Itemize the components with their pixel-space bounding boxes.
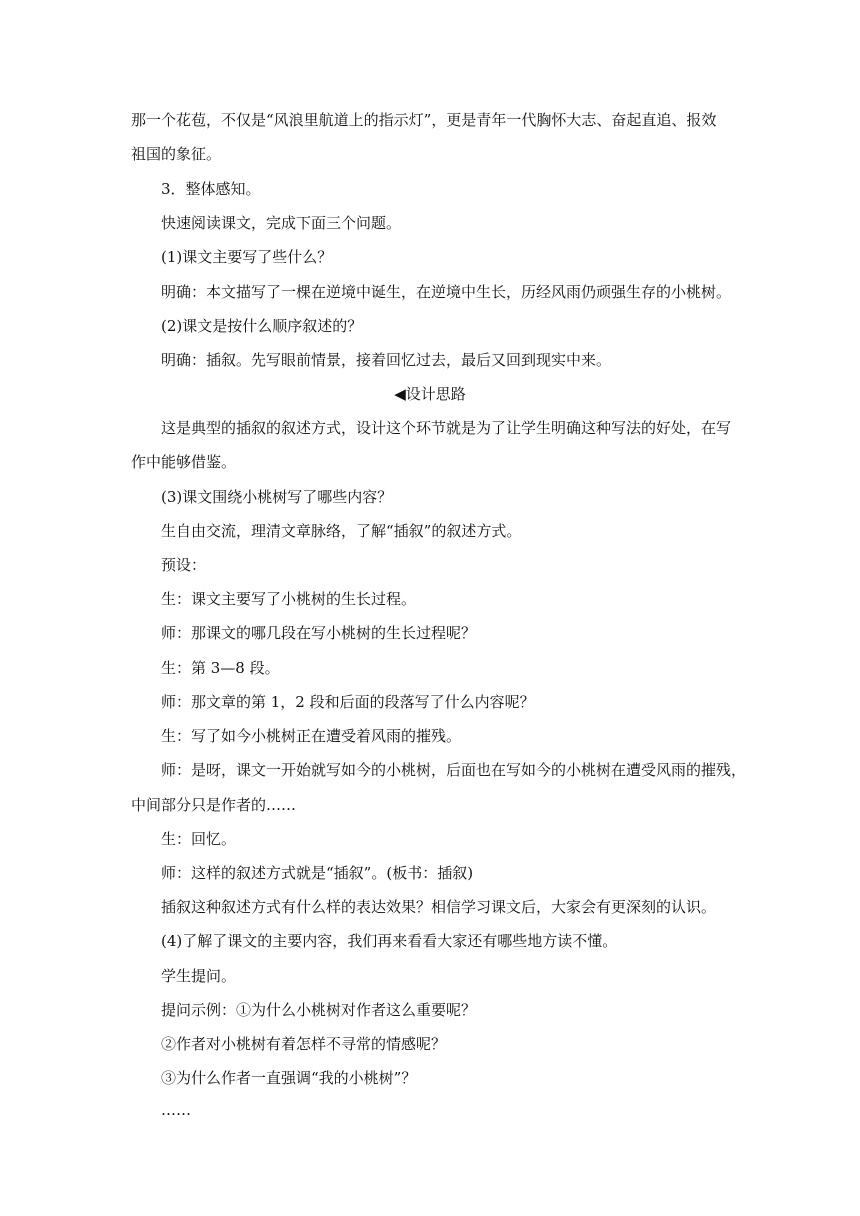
design-idea-heading: ◀设计思路 — [394, 385, 466, 403]
text-line: ②作者对小桃树有着怎样不寻常的情感呢？ — [161, 1035, 447, 1053]
question-4: (4)了解了课文的主要内容，我们再来看看大家还有哪些地方读不懂。 — [161, 932, 618, 950]
text-line: 提问示例：①为什么小桃树对作者这么重要呢？ — [161, 1001, 477, 1019]
dialogue-line: 生：课文主要写了小桃树的生长过程。 — [161, 590, 417, 608]
question-1: (1)课文主要写了些什么？ — [161, 248, 333, 266]
text-line: 祖国的象征。 — [131, 145, 222, 163]
dialogue-line: 生：写了如今小桃树正在遭受着风雨的摧残。 — [161, 727, 462, 745]
section-heading: 3．整体感知。 — [161, 180, 261, 198]
dialogue-line: 中间部分只是作者的…… — [131, 796, 297, 814]
dialogue-line: 生：回忆。 — [161, 830, 237, 848]
dialogue-line: 师：这样的叙述方式就是“插叙”。(板书：插叙) — [161, 864, 474, 882]
answer-1: 明确：本文描写了一棵在逆境中诞生，在逆境中生长，历经风雨仍顽强生存的小桃树。 — [161, 283, 732, 301]
dialogue-line: 生：第 3—8 段。 — [161, 659, 280, 677]
text-line: 快速阅读课文，完成下面三个问题。 — [161, 214, 402, 232]
text-line: 那一个花苞，不仅是“风浪里航道上的指示灯”，更是青年一代胸怀大志、奋起直追、报效 — [131, 111, 717, 129]
answer-2: 明确：插叙。先写眼前情景，接着回忆过去，最后又回到现实中来。 — [161, 351, 612, 369]
dialogue-line: 师：那课文的哪几段在写小桃树的生长过程呢？ — [161, 624, 477, 642]
text-line: 插叙这种叙述方式有什么样的表达效果？相信学习课文后，大家会有更深刻的认识。 — [161, 898, 717, 916]
text-line: 作中能够借鉴。 — [131, 453, 237, 471]
text-line: ③为什么作者一直强调“我的小桃树”？ — [161, 1069, 417, 1087]
dialogue-line: 师：是呀，课文一开始就写如今的小桃树，后面也在写如今的小桃树在遭受风雨的摧残， — [161, 761, 747, 779]
dialogue-line: 师：那文章的第 1，2 段和后面的段落写了什么内容呢？ — [161, 693, 535, 711]
ellipsis: …… — [161, 1101, 191, 1119]
text-line: 预设： — [161, 556, 207, 574]
question-3: (3)课文围绕小桃树写了哪些内容？ — [161, 488, 393, 506]
text-line: 这是典型的插叙的叙述方式，设计这个环节就是为了让学生明确这种写法的好处，在写 — [161, 419, 732, 437]
text-line: 生自由交流，理清文章脉络，了解“插叙”的叙述方式。 — [161, 522, 522, 540]
question-2: (2)课文是按什么顺序叙述的？ — [161, 317, 363, 335]
text-line: 学生提问。 — [161, 967, 237, 985]
